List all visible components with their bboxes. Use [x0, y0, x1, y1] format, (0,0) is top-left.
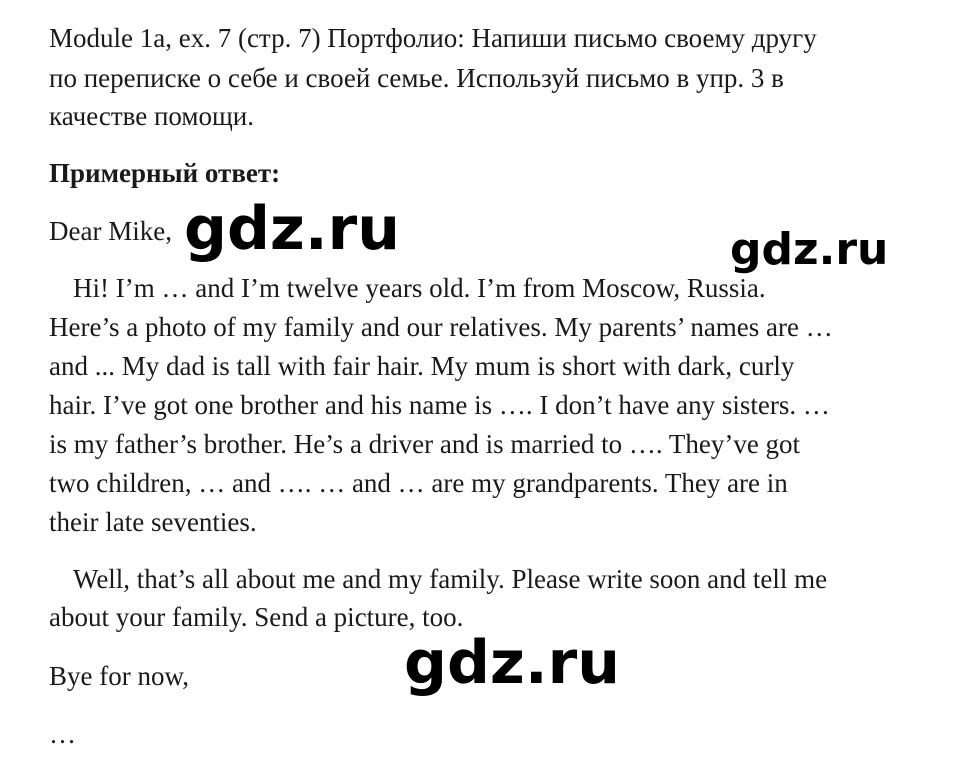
- answer-heading: Примерный ответ:: [49, 158, 281, 188]
- letter-para1-line-4: hair. I’ve got one brother and his name is …. I don’t have any sisters. …: [49, 390, 830, 420]
- task-line-3: качестве помощи.: [49, 101, 254, 131]
- letter-para1-line-6: two children, … and …. … and … are my grandparents. They are in: [49, 468, 788, 498]
- letter-para1-line-1: Hi! I’m … and I’m twelve years old. I’m from Moscow, Russia.: [73, 273, 766, 303]
- task-line-2: по переписке о себе и своей семье. Используй письмо в упр. 3 в: [49, 63, 784, 93]
- watermark-gdz-3: gdz.ru: [404, 628, 620, 698]
- letter-greeting: Dear Mike,: [49, 216, 172, 246]
- letter-signature: …: [49, 719, 76, 749]
- letter-para1-line-2: Here’s a photo of my family and our relatives. My parents’ names are …: [49, 312, 833, 342]
- letter-para2-line-1: Well, that’s all about me and my family. Please write soon and tell me: [73, 564, 828, 594]
- watermark-gdz-1: gdz.ru: [184, 194, 400, 264]
- task-line-1: Module 1a, ex. 7 (стр. 7) Портфолио: Напиши письмо своему другу: [49, 23, 817, 53]
- letter-para1-line-3: and ... My dad is tall with fair hair. My mum is short with dark, curly: [49, 351, 795, 381]
- letter-para2-line-2: about your family. Send a picture, too.: [49, 602, 464, 632]
- watermark-gdz-2: gdz.ru: [730, 224, 889, 275]
- letter-para1-line-7: their late seventies.: [49, 507, 257, 537]
- letter-para1-line-5: is my father’s brother. He’s a driver and is married to …. They’ve got: [49, 429, 801, 459]
- letter-closing: Bye for now,: [49, 661, 189, 691]
